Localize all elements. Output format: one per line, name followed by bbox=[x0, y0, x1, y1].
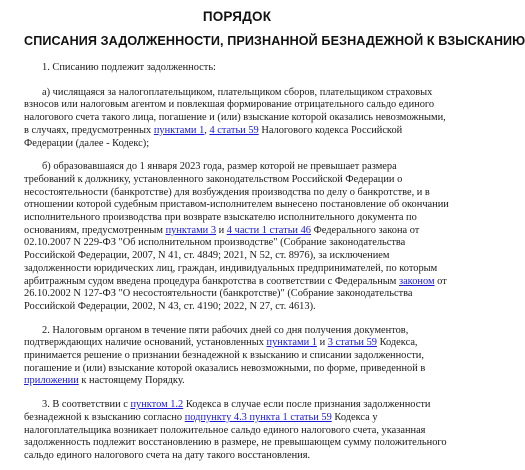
paragraph-2-text-1: 2. Налоговым органом в течение пяти рабочих дней со дня получения документов, подтверждающих наличие оснований, установленных bbox=[24, 324, 409, 349]
link-4-chasti-1-stati-46[interactable]: 4 части 1 статьи 46 bbox=[226, 224, 311, 236]
paragraph-3-text-3: Кодекса у налогоплательщика возникает положительное сальдо единого налогового счета, указанная задолженность подлежит восстановлению в размере, не превышающем сумму положительного сальдо единого налогового счета на дату такого восстановления. bbox=[24, 411, 447, 461]
link-zakon[interactable]: законом bbox=[398, 275, 435, 287]
paragraph-2-text-2: и bbox=[316, 337, 328, 349]
link-punkty-1-p2[interactable]: пунктами 1 bbox=[266, 337, 317, 349]
link-3-stati-59[interactable]: 3 статьи 59 bbox=[327, 337, 377, 349]
paragraph-2-text-4: к настоящему Порядку. bbox=[78, 375, 185, 387]
document-subtitle: СПИСАНИЯ ЗАДОЛЖЕННОСТИ, ПРИЗНАННОЙ БЕЗНАДЕЖНОЙ К ВЗЫСКАНИЮ bbox=[24, 34, 525, 48]
link-podpunkt-4-3[interactable]: подпункту 4.3 пункта 1 статьи 59 bbox=[184, 411, 332, 423]
link-punkt-1-2[interactable]: пунктом 1.2 bbox=[130, 399, 184, 411]
paragraph-a-text-2: , bbox=[204, 124, 210, 136]
paragraph-2-text-3: Кодекса, принимается решение о признании безнадежной к взысканию и списании задолженности, погашение и (или) взыскание которой оказались невозможными, по форме, приведенной в bbox=[24, 337, 426, 374]
paragraph-3-text-1: 3. В соответствии с bbox=[42, 399, 131, 411]
paragraph-1 bbox=[24, 62, 450, 75]
link-punkty-3[interactable]: пунктами 3 bbox=[165, 224, 217, 236]
paragraph-a-text-3: Налогового кодекса Российской Федерации (далее - Кодекс); bbox=[24, 124, 403, 149]
paragraph-2 bbox=[24, 325, 450, 389]
paragraph-3 bbox=[24, 399, 450, 463]
paragraph-b-text-4: от 26.10.2002 N 127-ФЗ "О несостоятельности (банкротстве)" (Собрание законодательства Российской Федерации, 2002, N 43, ст. 4190; 2022, N 27, ст. 4613). bbox=[24, 275, 447, 312]
paragraph-3-text-2: Кодекса в случае если после признания задолженности безнадежной к взысканию согласно bbox=[24, 399, 431, 423]
paragraph-a-text-1: а) числящаяся за налогоплательщиком, плательщиком сборов, плательщиком страховых взносов или налоговым агентом и повлекшая формирование отрицательного сальдо единого налогового счета такого лица, погашение и (или) взыскание которой оказались невозможными, в случаях, предусмотренных bbox=[24, 86, 446, 136]
paragraph-b-text-3: Федерального закона от 02.10.2007 N 229-ФЗ "Об исполнительном производстве" (Собрание законодательства Российской Федерации, 2007, N 41, ст. 4849; 2021, N 52, ст. 8976), за исключением задолженности юридических лиц, граждан, индивидуальных предпринимателей, по которым арбитражным судом введена процедура банкротства в соответствии с Федеральным bbox=[24, 224, 438, 287]
paragraph-b bbox=[24, 161, 450, 313]
paragraph-1-text: 1. Списанию подлежит задолженность: bbox=[42, 62, 216, 73]
paragraph-b-text-1: б) образовавшаяся до 1 января 2023 года, размер которой не превышает размера требований к должнику, установленного законодательством Российской Федерации о несостоятельности (банкротстве) для возбуждения производства по делу о банкротстве, и в отношении которой судебным приставом-исполнителем вынесено постановление об окончании исполнительного производства при возврате взыскателю исполнительного документа по основаниям, предусмотренным bbox=[24, 161, 449, 236]
paragraph-b-text-2: и bbox=[216, 224, 227, 236]
paragraph-a bbox=[24, 87, 450, 151]
link-4-stati-59[interactable]: 4 статьи 59 bbox=[209, 124, 259, 136]
link-prilozhenie[interactable]: приложении bbox=[24, 375, 79, 387]
document-title: ПОРЯДОК bbox=[202, 9, 272, 24]
link-punkty-1[interactable]: пунктами 1 bbox=[153, 124, 205, 136]
